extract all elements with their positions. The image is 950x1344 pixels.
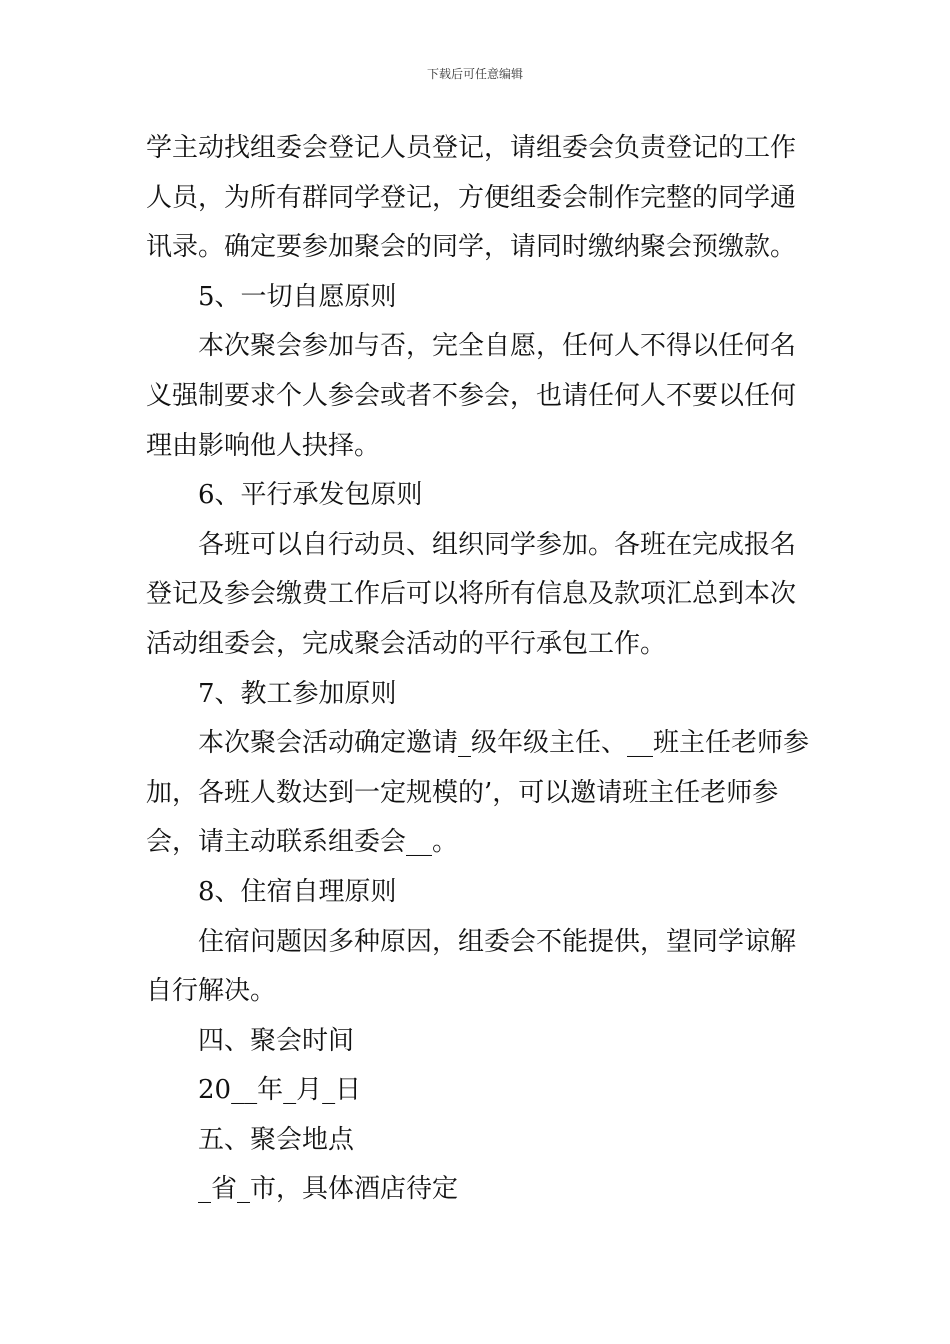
section-heading: 五、聚会地点 [198, 1124, 355, 1155]
page-header: 下载后可任意编辑 [426, 67, 523, 81]
document-body [146, 124, 810, 1215]
paragraph-line: 义强制要求个人参会或者不参会，也请任何人不要以任何 [146, 380, 797, 411]
paragraph-line: 本次聚会活动确定邀请_级年级主任、__班主任老师参 [198, 728, 810, 759]
paragraph-line: 讯录。确定要参加聚会的同学，请同时缴纳聚会预缴款。 [146, 232, 797, 263]
paragraph-line: 自行解决。 [146, 976, 277, 1007]
paragraph-line: 活动组委会，完成聚会活动的平行承包工作。 [146, 628, 667, 659]
paragraph-line: 学主动找组委会登记人员登记，请组委会负责登记的工作 [146, 133, 797, 163]
paragraph-line: 登记及参会缴费工作后可以将所有信息及款项汇总到本次 [146, 579, 797, 610]
paragraph-line: 人员，为所有群同学登记，方便组委会制作完整的同学通 [146, 182, 797, 213]
paragraph-line: 会，请主动联系组委会__。 [146, 827, 459, 858]
section-heading: 6、平行承发包原则 [198, 480, 423, 511]
paragraph-line: 20__年_月_日 [198, 1075, 362, 1106]
paragraph-line: 各班可以自行动员、组织同学参加。各班在完成报名 [198, 529, 797, 560]
paragraph-line: 理由影响他人抉择。 [146, 430, 381, 461]
section-heading: 5、一切自愿原则 [198, 281, 397, 312]
section-heading: 四、聚会时间 [198, 1025, 355, 1056]
paragraph-line: 住宿问题因多种原因，组委会不能提供，望同学谅解 [198, 926, 797, 957]
paragraph-line: 加，各班人数达到一定规模的’，可以邀请班主任老师参 [146, 777, 779, 808]
paragraph-line: _省_市，具体酒店待定 [198, 1174, 459, 1205]
section-heading: 7、教工参加原则 [198, 678, 397, 709]
section-heading: 8、住宿自理原则 [198, 876, 397, 907]
paragraph-line: 本次聚会参加与否，完全自愿，任何人不得以任何名 [198, 331, 797, 362]
